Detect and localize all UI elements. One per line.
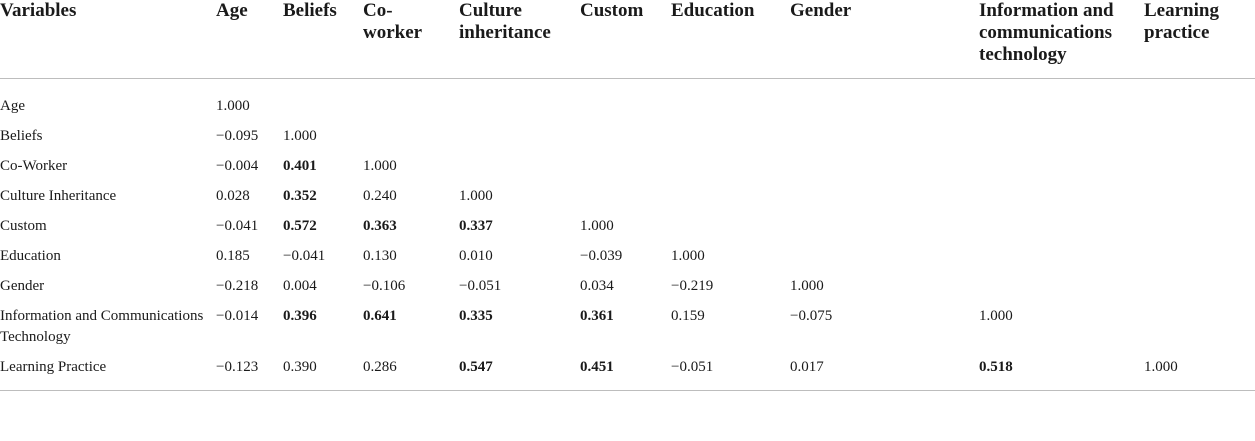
header-learning-practice: Learning practice [1144,0,1219,43]
row-label: Custom [0,218,47,234]
table-cell: −0.041 [283,248,326,264]
table-cell: 0.390 [283,359,317,375]
table-header [0,0,1255,79]
empty-cell [1144,242,1255,272]
row-label: Beliefs [0,128,43,144]
table-cell: −0.219 [671,278,714,294]
table-row [0,122,1255,152]
header-education: Education [671,0,755,21]
table-cell: 0.286 [363,359,397,375]
empty-cell [363,79,459,123]
table-cell: 0.335 [459,308,493,324]
table-cell: −0.106 [363,278,406,294]
table-cell: 0.337 [459,218,493,234]
table-cell: −0.014 [216,308,259,324]
empty-cell [283,79,363,123]
table-cell: −0.123 [216,359,259,375]
empty-cell [363,122,459,152]
header-gender: Gender [790,0,852,21]
table-cell: 0.363 [363,218,397,234]
empty-cell [979,79,1144,123]
table-cell: 0.004 [283,278,317,294]
table-cell: 0.518 [979,359,1013,375]
table-cell: −0.051 [671,359,714,375]
empty-cell [580,122,671,152]
empty-cell [671,79,790,123]
row-label: Learning Practice [0,359,107,375]
table-cell: 1.000 [790,278,824,294]
header-ict: Information and communications technology [979,0,1114,65]
table-cell: 0.240 [363,188,397,204]
empty-cell [790,242,979,272]
header-culture-inheritance: Culture inheritance [459,0,551,43]
empty-cell [459,79,580,123]
table-cell: 1.000 [580,218,614,234]
table-cell: −0.039 [580,248,623,264]
table-cell: 1.000 [459,188,493,204]
table-cell: 0.572 [283,218,317,234]
table-row [0,182,1255,212]
empty-cell [671,122,790,152]
row-label: Co-Worker [0,158,68,174]
header-custom: Custom [580,0,644,21]
empty-cell [1144,272,1255,302]
table-row [0,272,1255,302]
empty-cell [979,242,1144,272]
table-cell: 0.185 [216,248,250,264]
empty-cell [790,212,979,242]
row-label: Education [0,248,61,264]
empty-cell [1144,182,1255,212]
header-variables: Variables [0,0,77,21]
table-cell: −0.218 [216,278,259,294]
empty-cell [1144,212,1255,242]
table-cell: 0.010 [459,248,493,264]
table-cell: 1.000 [979,308,1013,324]
table-cell: 1.000 [1144,359,1178,375]
table-cell: 1.000 [283,128,317,144]
empty-cell [979,182,1144,212]
table-row [0,79,1255,123]
empty-cell [580,152,671,182]
header-co-worker: Co-worker [363,0,423,43]
table-cell: 0.159 [671,308,705,324]
table-row [0,152,1255,182]
empty-cell [1144,122,1255,152]
table-cell: 0.361 [580,308,614,324]
table-cell: 0.451 [580,359,614,375]
header-row [0,0,1255,79]
empty-cell [979,152,1144,182]
empty-cell [580,182,671,212]
table-body [0,79,1255,391]
table-cell: −0.051 [459,278,502,294]
empty-cell [979,272,1144,302]
table-cell: 0.130 [363,248,397,264]
table-row [0,302,1255,353]
empty-cell [979,122,1144,152]
empty-cell [671,212,790,242]
empty-cell [671,152,790,182]
empty-cell [1144,152,1255,182]
empty-cell [790,152,979,182]
row-label: Information and Communications Technology [0,308,204,345]
row-label: Gender [0,278,45,294]
empty-cell [459,122,580,152]
table-cell: −0.095 [216,128,259,144]
table-cell: 1.000 [671,248,705,264]
empty-cell [979,212,1144,242]
table-cell: 1.000 [363,158,397,174]
table-cell: −0.004 [216,158,259,174]
header-beliefs: Beliefs [283,0,337,21]
table-row [0,212,1255,242]
empty-cell [790,79,979,123]
header-age: Age [216,0,248,21]
table-cell: 0.396 [283,308,317,324]
empty-cell [1144,302,1255,353]
empty-cell [1144,79,1255,123]
table-cell: 0.034 [580,278,614,294]
table-cell: −0.075 [790,308,833,324]
table-cell: 0.028 [216,188,250,204]
table-cell: 1.000 [216,98,250,114]
table-row [0,242,1255,272]
empty-cell [671,182,790,212]
table-cell: 0.352 [283,188,317,204]
table-cell: −0.041 [216,218,259,234]
row-label: Culture Inheritance [0,188,117,204]
table-row [0,353,1255,391]
table-cell: 0.017 [790,359,824,375]
table-cell: 0.641 [363,308,397,324]
empty-cell [580,79,671,123]
empty-cell [459,152,580,182]
empty-cell [790,122,979,152]
empty-cell [790,182,979,212]
table-cell: 0.547 [459,359,493,375]
row-label: Age [0,98,25,114]
table-cell: 0.401 [283,158,317,174]
